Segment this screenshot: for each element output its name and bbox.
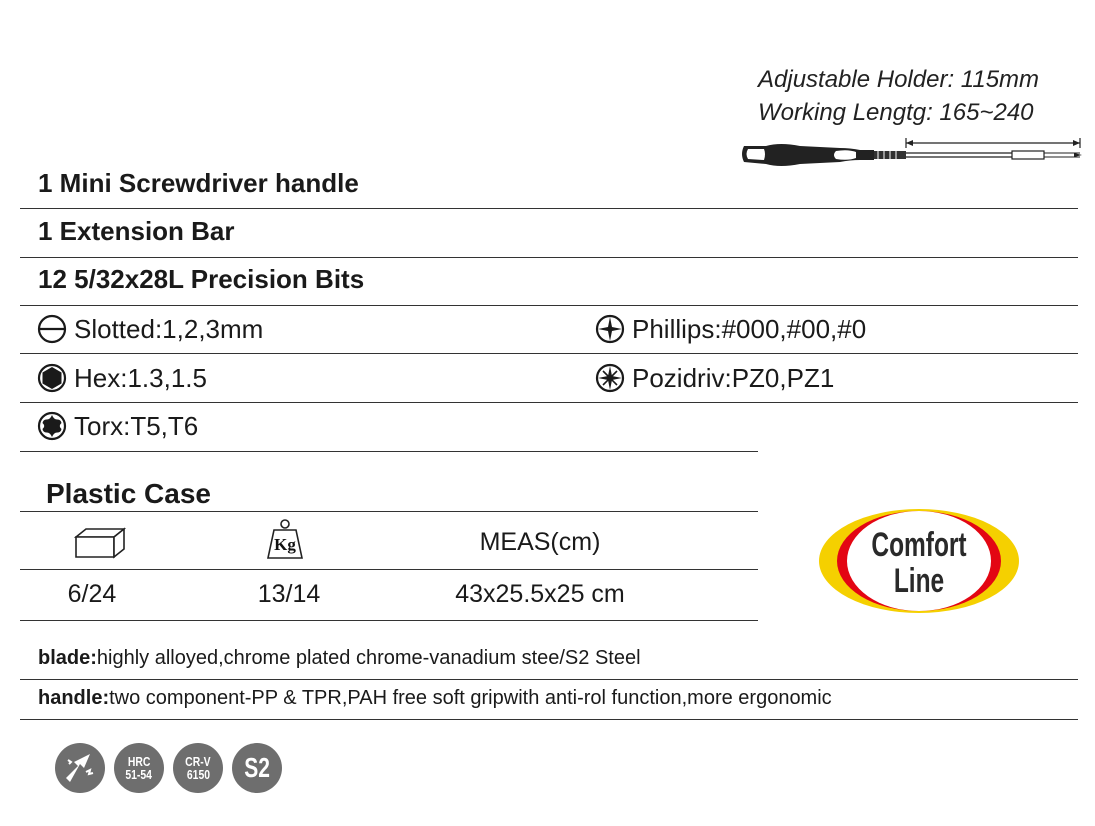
bit-phillips [594, 313, 866, 345]
slotted-icon [36, 313, 68, 345]
phillips-icon [594, 313, 626, 345]
pozidriv-icon [594, 362, 626, 394]
logo-line2: Line [893, 562, 945, 600]
hrc-badge [114, 743, 164, 793]
divider [20, 719, 1078, 720]
crv-badge [173, 743, 223, 793]
bit-phillips-label: Phillips:#000,#00,#0 [632, 313, 867, 344]
s2-badge [232, 743, 282, 793]
box-icon [74, 527, 126, 559]
content-handle: 1 Mini Screwdriver handle [38, 168, 359, 198]
impact-badge-icon [55, 743, 105, 793]
hrc-badge-line2: 51-54 [125, 767, 153, 782]
hrc-badge-line1: HRC [127, 754, 151, 769]
weight-icon [266, 518, 304, 560]
blade-text: highly alloyed,chrome plated chrome-vanadium stee/S2 Steel [96, 647, 641, 669]
bit-hex [36, 362, 207, 394]
hex-icon [36, 362, 68, 394]
weight-icon-label: Kg [274, 535, 296, 554]
bit-hex-label: Hex:1.3,1.5 [74, 362, 207, 393]
handle-label: handle: [38, 687, 110, 709]
meas-header: MEAS(cm) [479, 528, 601, 556]
divider [20, 208, 1078, 209]
bit-pozidriv [594, 362, 834, 394]
handle-text: two component-PP & TPR,PAH free soft gripwith anti-rol function,more ergonomic [109, 687, 832, 709]
blade-note [38, 647, 641, 670]
blade-label: blade: [38, 647, 97, 669]
crv-badge-line2: 6150 [186, 767, 210, 782]
torx-icon [36, 410, 68, 442]
content-precision-bits: 12 5/32x28L Precision Bits [38, 264, 365, 294]
bit-torx-label: Torx:T5,T6 [74, 410, 199, 441]
case-qty: 6/24 [67, 580, 117, 608]
bit-torx [36, 410, 198, 442]
divider [20, 353, 1078, 354]
divider [20, 305, 1078, 306]
case-meas: 43x25.5x25 cm [455, 580, 625, 608]
case-title: Plastic Case [46, 478, 211, 509]
case-weight: 13/14 [257, 580, 321, 608]
comfort-line-logo [818, 508, 1020, 614]
holder-spec: Adjustable Holder: 115mm [758, 66, 1040, 93]
divider [20, 569, 758, 570]
bit-slotted-label: Slotted:1,2,3mm [74, 313, 264, 344]
content-extension-bar: 1 Extension Bar [38, 216, 235, 246]
logo-line1: Comfort [871, 526, 967, 564]
bit-pozidriv-label: Pozidriv:PZ0,PZ1 [632, 362, 835, 393]
divider [20, 451, 758, 452]
divider [20, 511, 758, 512]
s2-badge-label: S2 [244, 752, 270, 783]
divider [20, 620, 758, 621]
crv-badge-line1: CR-V [185, 754, 211, 769]
screwdriver-illustration [740, 134, 1085, 174]
working-length-spec: Working Lengtg: 165~240 [758, 99, 1034, 126]
bit-slotted [36, 313, 263, 345]
divider [20, 257, 1078, 258]
divider [20, 679, 1078, 680]
handle-note [38, 687, 832, 710]
divider [20, 402, 1078, 403]
